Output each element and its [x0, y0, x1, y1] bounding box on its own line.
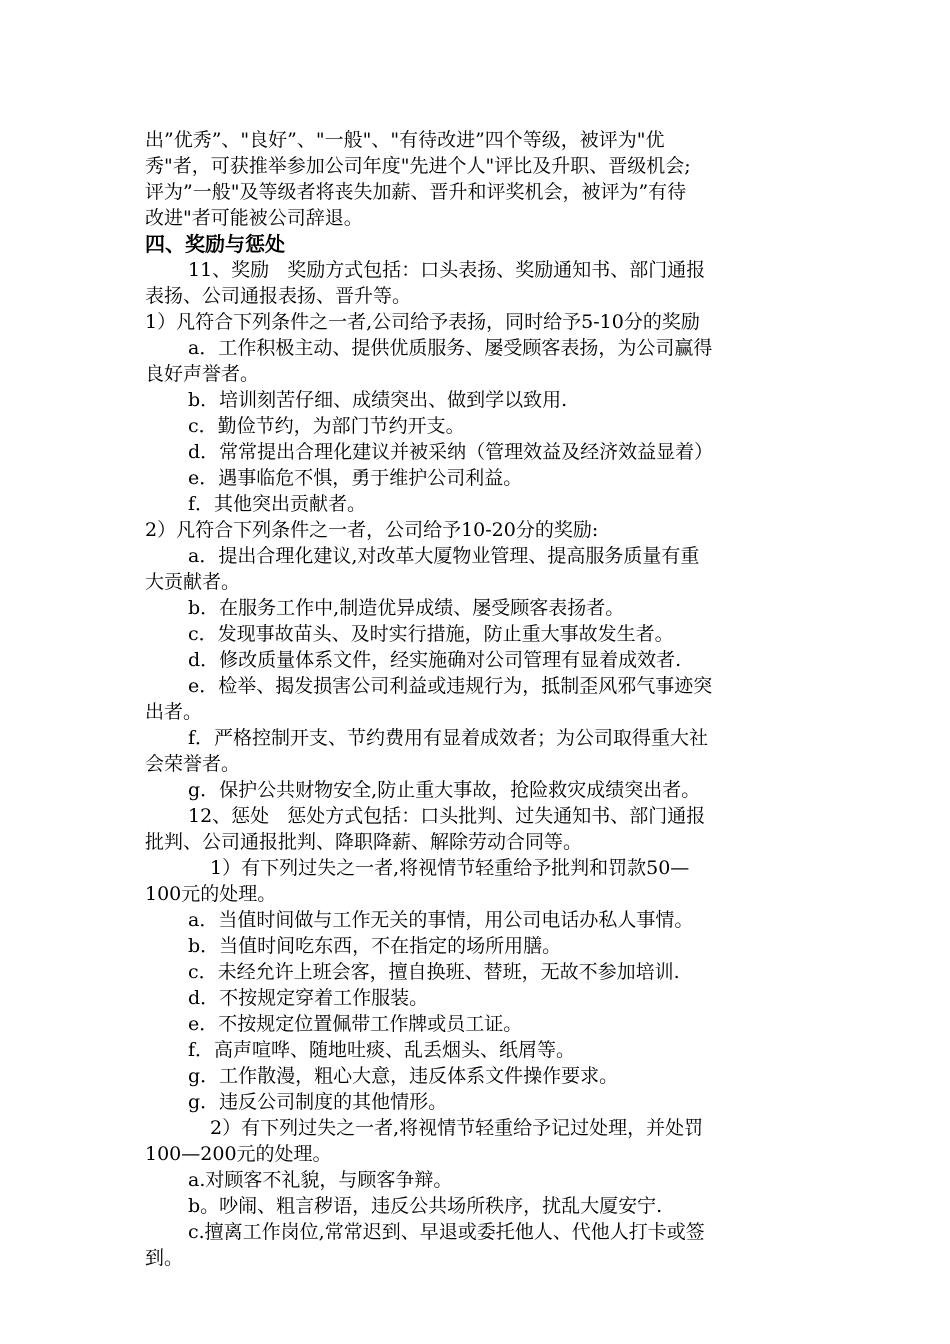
text-line: 100—200元的处理。: [145, 1143, 332, 1165]
text-line: 大贡献者。: [145, 571, 241, 593]
text-line: b．培训刻苦仔细、成绩突出、做到学以致用.: [188, 389, 568, 411]
text-line: c．未经允许上班会客，擅自换班、替班，无故不参加培训.: [188, 961, 680, 983]
section-heading: 四、奖励与惩处: [145, 232, 285, 256]
text-line: 出”优秀”、"良好”、"一般"、"有待改进”四个等级，被评为"优: [145, 129, 665, 151]
text-line: e．不按规定位置佩带工作牌或员工证。: [188, 1013, 523, 1035]
text-line: b。吵闹、粗言秽语，违反公共场所秩序，扰乱大厦安宁.: [188, 1195, 663, 1217]
text-line: a．提出合理化建议,对改革大厦物业管理、提高服务质量有重: [188, 545, 700, 567]
text-line: e．检举、揭发损害公司利益或违规行为，抵制歪风邪气事迹突: [188, 675, 713, 697]
text-line: d．修改质量体系文件，经实施确对公司管理有显着成效者.: [188, 649, 682, 671]
text-line: 秀"者，可获推举参加公司年度"先进个人"评比及升职、晋级机会;: [145, 155, 691, 177]
text-line: 评为”一般"及等级者将丧失加薪、晋升和评奖机会，被评为”有待: [145, 181, 687, 203]
text-line: d．常常提出合理化建议并被采纳（管理效益及经济效益显着）: [188, 441, 714, 463]
text-line: 11、奖励 奖励方式包括：口头表扬、奖励通知书、部门通报: [188, 259, 706, 281]
text-line: a．工作积极主动、提供优质服务、屡受顾客表扬，为公司赢得: [188, 337, 713, 359]
text-line: 良好声誉者。: [145, 363, 260, 385]
text-line: 2）凡符合下列条件之一者，公司给予10-20分的奖励:: [145, 519, 599, 541]
text-line: 12、惩处 惩处方式包括：口头批判、过失通知书、部门通报: [188, 805, 706, 827]
text-line: c．发现事故苗头、及时实行措施，防止重大事故发生者。: [188, 623, 674, 645]
text-line: c.擅离工作岗位,常常迟到、早退或委托他人、代他人打卡或签: [188, 1221, 705, 1243]
text-line: 改进"者可能被公司辞退。: [145, 207, 363, 229]
text-line: d．不按规定穿着工作服装。: [188, 987, 429, 1009]
text-line: f．严格控制开支、节约费用有显着成效者；为公司取得重大社: [188, 727, 709, 749]
text-line: 批判、公司通报批判、降职降薪、解除劳动合同等。: [145, 831, 583, 853]
text-line: b．在服务工作中,制造优异成绩、屡受顾客表扬者。: [188, 597, 625, 619]
text-line: a．当值时间做与工作无关的事情，用公司电话办私人事情。: [188, 909, 694, 931]
text-line: f．高声喧哗、随地吐痰、乱丢烟头、纸屑等。: [188, 1039, 576, 1061]
text-line: 2）有下列过失之一者,将视情节轻重给予记过处理，并处罚: [210, 1117, 704, 1139]
text-line: 表扬、公司通报表扬、晋升等。: [145, 285, 412, 307]
text-line: 100元的处理。: [145, 883, 277, 905]
text-line: g．保护公共财物安全,防止重大事故，抢险救灾成绩突出者。: [188, 779, 701, 801]
text-line: a.对顾客不礼貌，与顾客争辩。: [188, 1169, 453, 1191]
text-line: g．违反公司制度的其他情形。: [188, 1091, 448, 1113]
text-line: 会荣誉者。: [145, 753, 241, 775]
text-line: 到。: [145, 1247, 184, 1269]
text-line: 1）凡符合下列条件之一者,公司给予表扬，同时给予5-10分的奖励: [145, 311, 700, 333]
text-line: f．其他突出贡献者。: [188, 493, 367, 515]
text-line: g．工作散漫，粗心大意，违反体系文件操作要求。: [188, 1065, 619, 1087]
text-line: b．当值时间吃东西，不在指定的场所用膳。: [188, 935, 562, 957]
text-line: e．遇事临危不惧，勇于维护公司利益。: [188, 467, 523, 489]
text-line: 1）有下列过失之一者,将视情节轻重给予批判和罚款50—: [210, 857, 690, 879]
text-line: 出者。: [145, 701, 203, 723]
text-line: c．勤俭节约，为部门节约开支。: [188, 415, 465, 437]
